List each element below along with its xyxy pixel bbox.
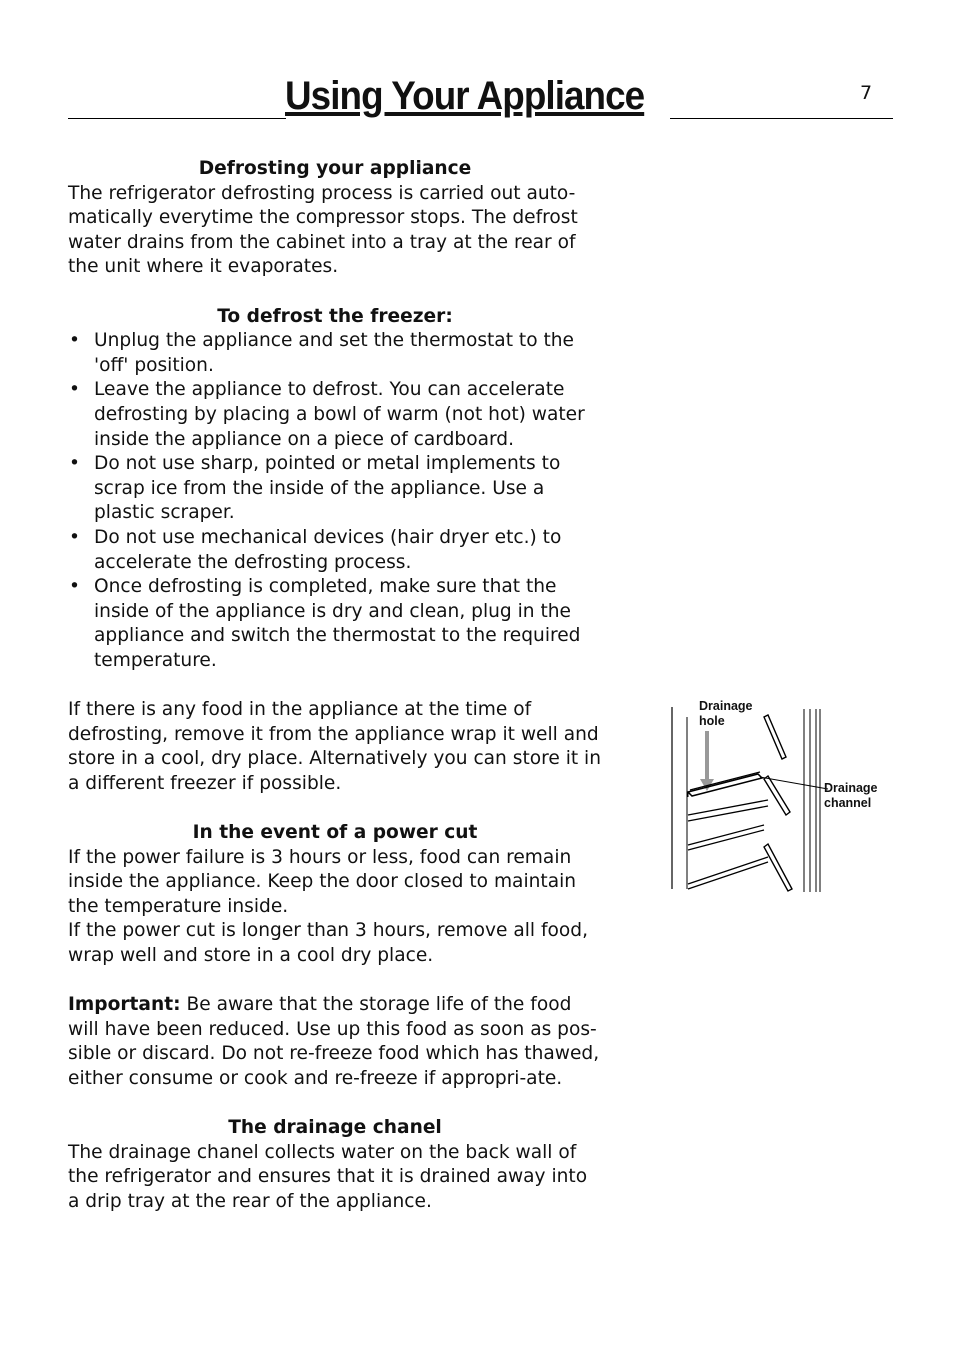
list-item: • Do not use mechanical devices (hair dryer etc.) to accelerate the defrosting process. (68, 526, 602, 575)
section-heading-drainage: The drainage chanel (228, 1117, 442, 1139)
power-cut-body-1: If the power failure is 3 hours or less, food can remain inside the appliance. Keep the door closed to maintain the temperature inside. (68, 846, 577, 917)
drainage-body: The drainage chanel collects water on the back wall of the refrigerator and ensures that it is drained away into a drip tray at the rear of the appliance. (68, 1141, 588, 1212)
important-text: Be aware that the storage life of the food will have been reduced. Use up this food as soon as pos-sible or discard. Do not re-freeze food which has thawed, either consume or cook and re-freeze if appropri-ate. (68, 994, 600, 1089)
label-drainage-channel: Drainage (824, 781, 878, 795)
important-label: Important: (68, 994, 181, 1016)
label-drainage-hole-2: hole (699, 714, 725, 728)
list-item: • Once defrosting is completed, make sure that the inside of the appliance is dry and clean, plug in the appliance and switch the thermostat to the required temperature. (68, 575, 602, 673)
main-content (68, 157, 602, 1215)
list-item: • Unplug the appliance and set the thermostat to the 'off' position. (68, 329, 602, 378)
title-rule-left (68, 118, 286, 119)
defrosting-body: The refrigerator defrosting process is carried out auto-matically everytime the compressor stops. The defrost water drains from the cabinet into a tray at the rear of the unit where it evaporates. (68, 182, 578, 278)
label-drainage-hole: Drainage (699, 699, 753, 713)
section-heading-freezer: To defrost the freezer: (217, 305, 453, 327)
drainage-diagram (668, 697, 898, 897)
section-heading-power-cut: In the event of a power cut (192, 822, 478, 844)
power-cut-body-2: If the power cut is longer than 3 hours, remove all food, wrap well and store in a cool dry place. (68, 920, 589, 966)
list-item: • Leave the appliance to defrost. You can accelerate defrosting by placing a bowl of warm (not hot) water inside the appliance on a piece of cardboard. (68, 378, 602, 452)
list-item: • Do not use sharp, pointed or metal implements to scrap ice from the inside of the appliance. Use a plastic scraper. (68, 452, 602, 526)
important-note (68, 993, 602, 1091)
label-drainage-channel-2: channel (824, 796, 872, 810)
page-number: 7 (860, 82, 873, 104)
title-rule-right (670, 118, 893, 119)
section-heading-defrosting: Defrosting your appliance (198, 158, 472, 179)
freezer-steps-list (68, 329, 602, 673)
page-title: Using Your Appliance (285, 74, 645, 118)
food-note: If there is any food in the appliance at the time of defrosting, remove it from the appliance wrap it well and store in a cool, dry place. Alternatively you can store it in a different freezer if possible. (68, 699, 602, 794)
